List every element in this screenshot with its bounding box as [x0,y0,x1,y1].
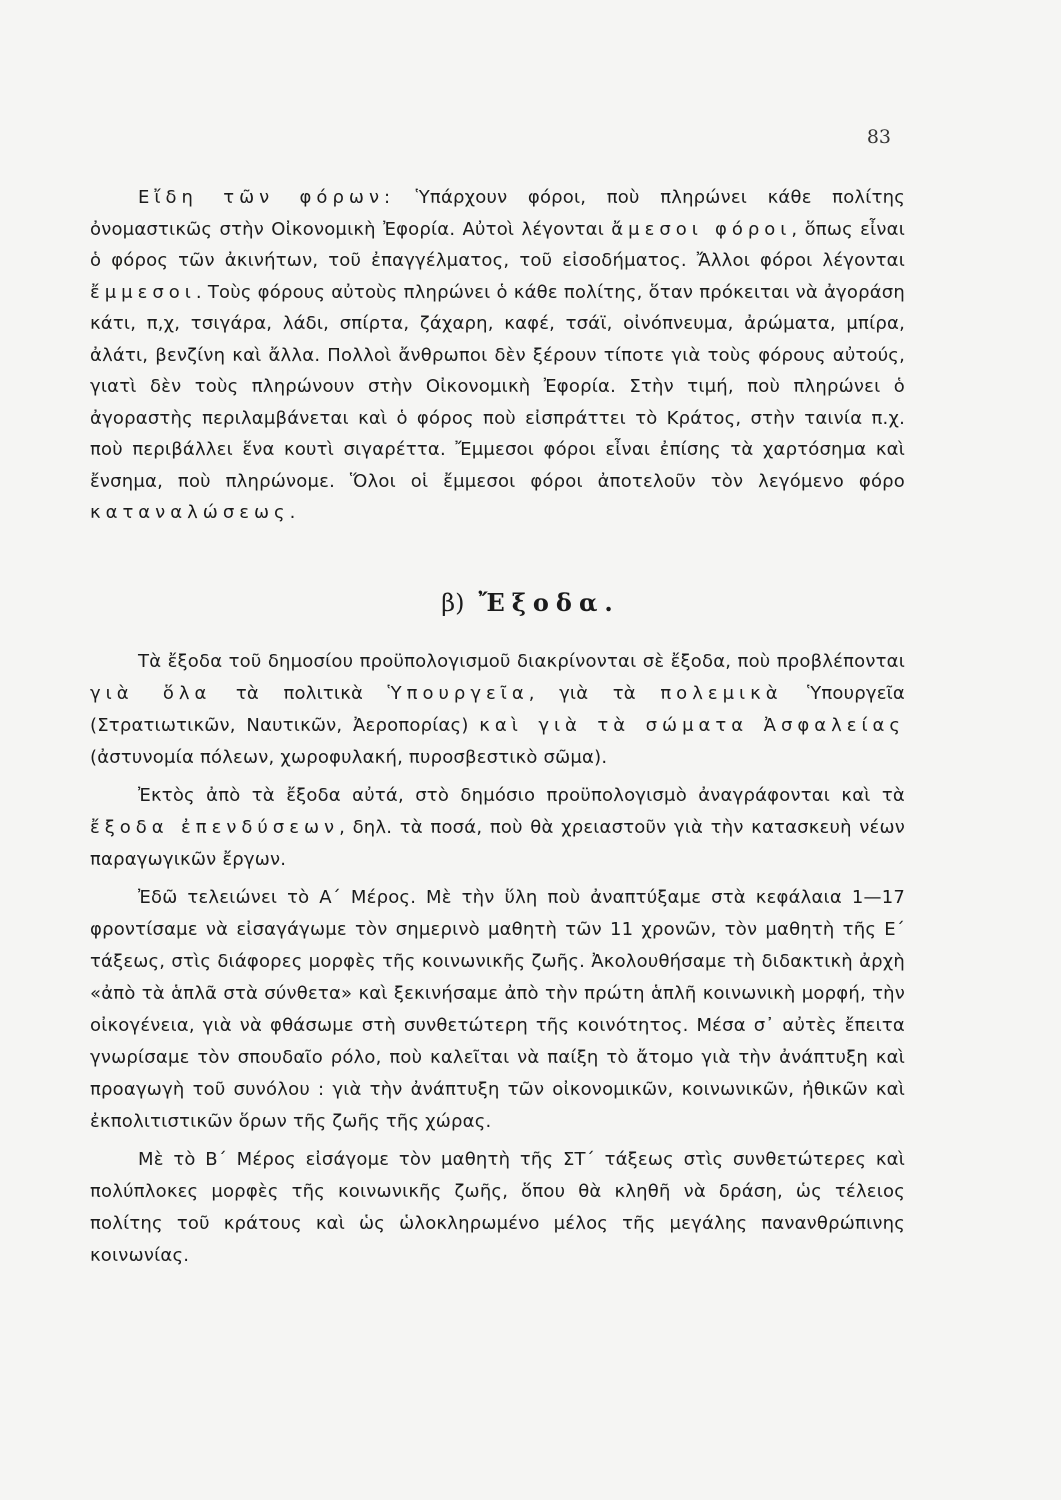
term-tax-types: Εἴδη τῶν φόρων: [138,187,396,208]
expenses-section [90,646,905,1272]
term-consumption-tax: καταναλώσεως [90,502,290,523]
section-label: β) [441,589,465,617]
section-title: Ἔξοδα. [478,588,620,617]
text-fragment: , γιὰ τὰ [528,683,661,704]
emphasis-investment: ἔξοδα ἐπενδύσεων [90,817,340,838]
text-fragment: Τὰ ἔξοδα τοῦ δημοσίου προϋπολογισμοῦ διακρίνονται σὲ ἔξοδα, ποὺ προβλέπονται [138,651,905,672]
term-direct-taxes: ἄμεσοι φόροι [611,218,792,240]
taxes-section [90,182,905,529]
text-fragment: Ὑπουργεῖα (Στρατιωτικῶν, Ναυτικῶν, Ἀεροπορίας) [90,683,906,736]
paragraph-investment-expenses [90,780,905,876]
emphasis-security-forces: καὶ γιὰ τὰ σώματα Ἀσφαλείας [479,715,905,736]
paragraph-part-b-intro: Μὲ τὸ Β΄ Μέρος εἰσάγομε τὸν μαθητὴ τῆς ΣΤ΄ τάξεως στὶς συνθετώτερες καὶ πολύπλοκες μορφὲς τῆς κοινωνικῆς ζωῆς, ὅπου θὰ κληθῆ νὰ δράση, ὡς τέλειος πολίτης τοῦ κράτους καὶ ὡς ὡλοκληρωμένο μέλος τῆς μεγάλης πανανθρώπινης κοινωνίας. [90,1149,905,1266]
page-number: 83 [866,126,891,148]
emphasis-ministries: Ὑπουργεῖα [387,683,529,704]
section-heading [0,588,1061,617]
text-fragment: Ἐκτὸς ἀπὸ τὰ ἔξοδα αὐτά, στὸ δημόσιο προϋπολογισμὸ ἀναγράφονται καὶ τὰ [138,785,905,806]
text-fragment: . Τοὺς φόρους αὐτοὺς πληρώνει ὁ κάθε πολίτης, ὅταν πρόκειται νὰ ἀγοράση κάτι, π,χ, τσιγάρα, λάδι, σπίρτα, ζάχαρη, καφέ, τσάϊ, οἰνόπνευμα, ἀρώματα, μπίρα, ἀλάτι, βενζίνη καὶ ἄλλα. Πολλοὶ ἄνθρωποι δὲν ξέρουν τίποτε γιὰ τοὺς φόρους αὐτούς, γιατὶ δὲν τοὺς πληρώνουν στὴν Οἰκονομικὴ Ἐφορία. Στὴν τιμή, ποὺ πληρώνει ὁ ἀγοραστὴς περιλαμβάνεται καὶ ὁ φόρος ποὺ εἰσπράττει τὸ Κράτος, στὴν ταινία π.χ. ποὺ περιβάλλει ἕνα κουτὶ σιγαρέττα. Ἔμμεσοι φόροι εἶναι ἐπίσης τὰ χαρτόσημα καὶ ἔνσημα, ποὺ πληρώνομε. Ὅλοι οἱ ἔμμεσοι φόροι ἀποτελοῦν τὸν λεγόμενο φόρο [90,281,905,492]
emphasis-for-all: γιὰ ὅλα [90,683,212,704]
emphasis-military: πολεμικὰ [660,683,783,704]
paragraph-tax-types [90,182,905,529]
paragraph-expense-categories [90,646,905,774]
text-fragment: τὰ πολιτικὰ [211,683,388,704]
text-fragment: , ὅπως εἶναι ὁ φόρος τῶν ἀκινήτων, τοῦ ἐπαγγέλματος, τοῦ εἰσοδήματος. Ἄλλοι φόροι λέγονται [90,218,905,271]
term-indirect-taxes: ἔμμεσοι [90,281,196,303]
text-fragment: Ὑπάρχουν φόροι, ποὺ πληρώνει κάθε πολίτης ὀνομαστικῶς στὴν Οἰκονομικὴ Ἐφορία. Αὐτοὶ λέγονται [90,187,905,240]
paragraph-part-a-summary: Ἐδῶ τελειώνει τὸ Α΄ Μέρος. Μὲ τὴν ὕλη ποὺ ἀναπτύξαμε στὰ κεφάλαια 1—17 φροντίσαμε νὰ εἰσαγάγωμε τὸν σημερινὸ μαθητὴ τῶν 11 χρονῶν, τὸν μαθητὴ τῆς Ε΄ τάξεως, στὶς διάφορες μορφὲς τῆς κοινωνικῆς ζωῆς. Ἀκολουθήσαμε τὴ διδακτικὴ ἀρχὴ «ἀπὸ τὰ ἁπλᾶ στὰ σύνθετα» καὶ ξεκινήσαμε ἀπὸ τὴν πρώτη ἁπλῆ κοινωνικὴ μορφή, τὴν οἰκογένεια, γιὰ νὰ φθάσωμε στὴ συνθετώτερη τῆς κοινότητος. Μέσα σ᾽ αὐτὲς ἔπειτα γνωρίσαμε τὸν σπουδαῖο ρόλο, ποὺ καλεῖται νὰ παίξη τὸ ἄτομο γιὰ τὴν ἀνάπτυξη καὶ προαγωγὴ τοῦ συνόλου : γιὰ τὴν ἀνάπτυξη τῶν οἰκονομικῶν, κοινωνικῶν, ἠθικῶν καὶ ἐκπολιτιστικῶν ὅρων τῆς ζωῆς τῆς χώρας. [90,887,905,1132]
text-fragment: (ἀστυνομία πόλεων, χωροφυλακή, πυροσβεστικὸ σῶμα). [90,747,608,768]
text-fragment: , δηλ. τὰ ποσά, ποὺ θὰ χρειαστοῦν γιὰ τὴν κατασκευὴ νέων παραγωγικῶν ἔργων. [90,817,905,870]
text-fragment: . [289,502,296,523]
